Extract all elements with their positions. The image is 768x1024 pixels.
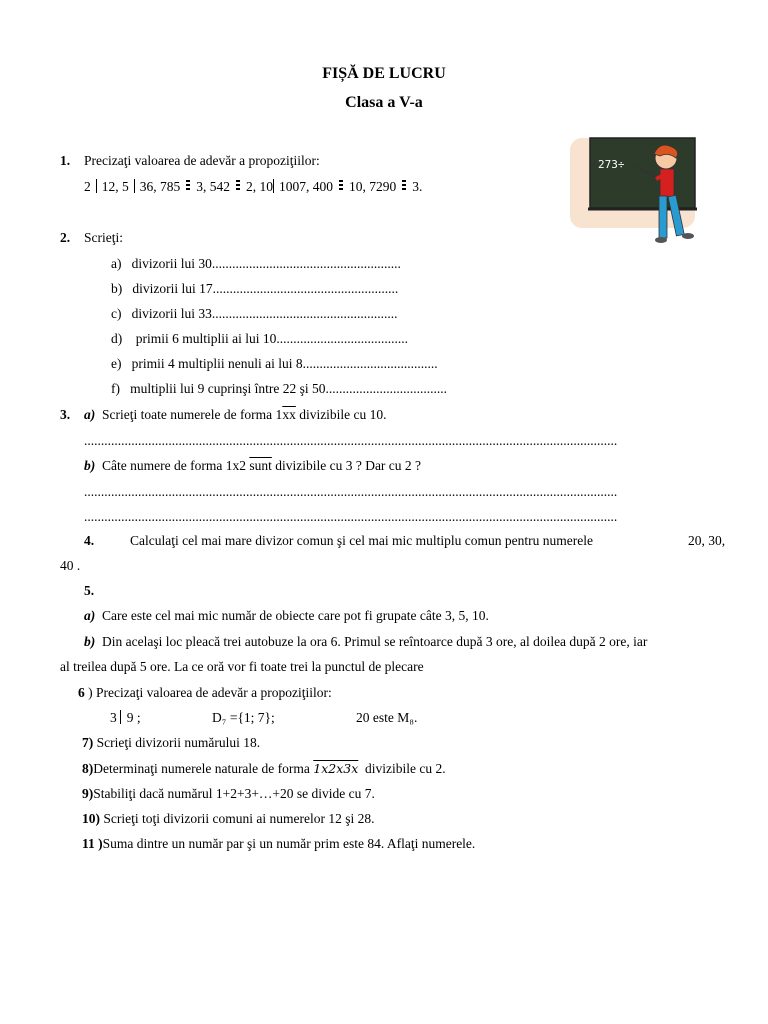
q1-item: 12, 5 <box>101 179 129 194</box>
q10: 10) Scrieţi toţi divizorii comuni ai numerelor 12 şi 28. <box>82 811 375 826</box>
q6-text: 6 ) Precizaţi valoarea de adevăr a propoziţiilor: <box>78 685 332 700</box>
q8: 8)Determinaţi numerele naturale de forma 1x2x3x divizibile cu 2. <box>82 761 446 776</box>
q9: 9)Stabiliţi dacă numărul 1+2+3+…+20 se divide cu 7. <box>82 786 375 801</box>
q2-item-a: a) divizorii lui 30........................................................ <box>111 256 401 271</box>
q2-text: Scrieţi: <box>84 230 123 245</box>
page-subtitle: Clasa a V-a <box>345 94 423 111</box>
q1-item: 3. <box>412 179 423 194</box>
q1-item: 3, 542 <box>196 179 230 194</box>
q5-part-b: b) Din acelaşi loc pleacă trei autobuze la ora 6. Primul se reîntoarce după 3 ore, al doilea după 2 ore, iar <box>84 634 648 649</box>
q5-part-b-cont: al treilea după 5 ore. La ce oră vor fi toate trei la punctul de plecare <box>60 659 424 674</box>
q1-item: 36, 785 <box>139 179 181 194</box>
q3-number: 3. <box>60 407 71 422</box>
q1-item: 10, 7290 <box>349 179 397 194</box>
teacher-at-chalkboard-icon <box>570 136 700 246</box>
q11: 11 )Suma dintre un număr par şi un număr prim este 84. Aflaţi numerele. <box>82 836 476 851</box>
q4-numbers: 20, 30, <box>688 533 726 548</box>
q1-item: 2, 10 <box>246 179 273 194</box>
q3-part-b: b) Câte numere de forma 1x2 sunt divizibile cu 3 ? Dar cu 2 ? <box>84 458 422 473</box>
q2-item-f: f) multiplii lui 9 cuprinşi între 22 şi 50.................................... <box>111 381 447 396</box>
q3-answer-line-b2: .............................................................................................................................................................. <box>84 509 618 524</box>
q3-answer-line-a: .............................................................................................................................................................. <box>84 433 618 448</box>
q4-numbers-cont: 40 . <box>60 558 81 573</box>
q6-prop-1: 3 9 ; <box>110 710 141 725</box>
q6-prop-2: D₇ ={1; 7}; <box>212 710 275 725</box>
q4-text: Calculaţi cel mai mare divizor comun şi cel mai mic multiplu comun pentru numerele <box>130 533 593 548</box>
q4-number: 4. <box>84 533 95 548</box>
q2-item-c: c) divizorii lui 33....................................................... <box>111 306 398 321</box>
q5-number: 5. <box>84 583 95 598</box>
q1-item: 1007, 400 <box>279 179 333 194</box>
q1-propositions <box>84 179 422 195</box>
q5-part-a: a) Care este cel mai mic număr de obiecte care pot fi grupate câte 3, 5, 10. <box>84 608 489 623</box>
q1-text: Precizaţi valoarea de adevăr a propoziţiilor: <box>84 153 320 168</box>
q1-item: 2 <box>84 179 91 194</box>
q7: 7) Scrieţi divizorii numărului 18. <box>82 735 261 750</box>
q3-part-a: a) Scrieţi toate numerele de forma $1\overline{xx}$ divizibile cu 10. <box>84 407 387 422</box>
board-text: 273÷ <box>598 158 625 171</box>
q2-number: 2. <box>60 230 71 245</box>
q1-number: 1. <box>60 153 71 168</box>
q2-item-d: d) primii 6 multiplii ai lui 10....................................... <box>111 331 408 346</box>
page-title: FIȘĂ DE LUCRU <box>322 65 446 82</box>
q2-item-b: b) divizorii lui 17....................................................... <box>111 281 399 296</box>
q3-answer-line-b1: .............................................................................................................................................................. <box>84 484 618 499</box>
q6-prop-3: 20 este M₈. <box>356 710 418 725</box>
q2-item-e: e) primii 4 multiplii nenuli ai lui 8........................................ <box>111 356 438 371</box>
